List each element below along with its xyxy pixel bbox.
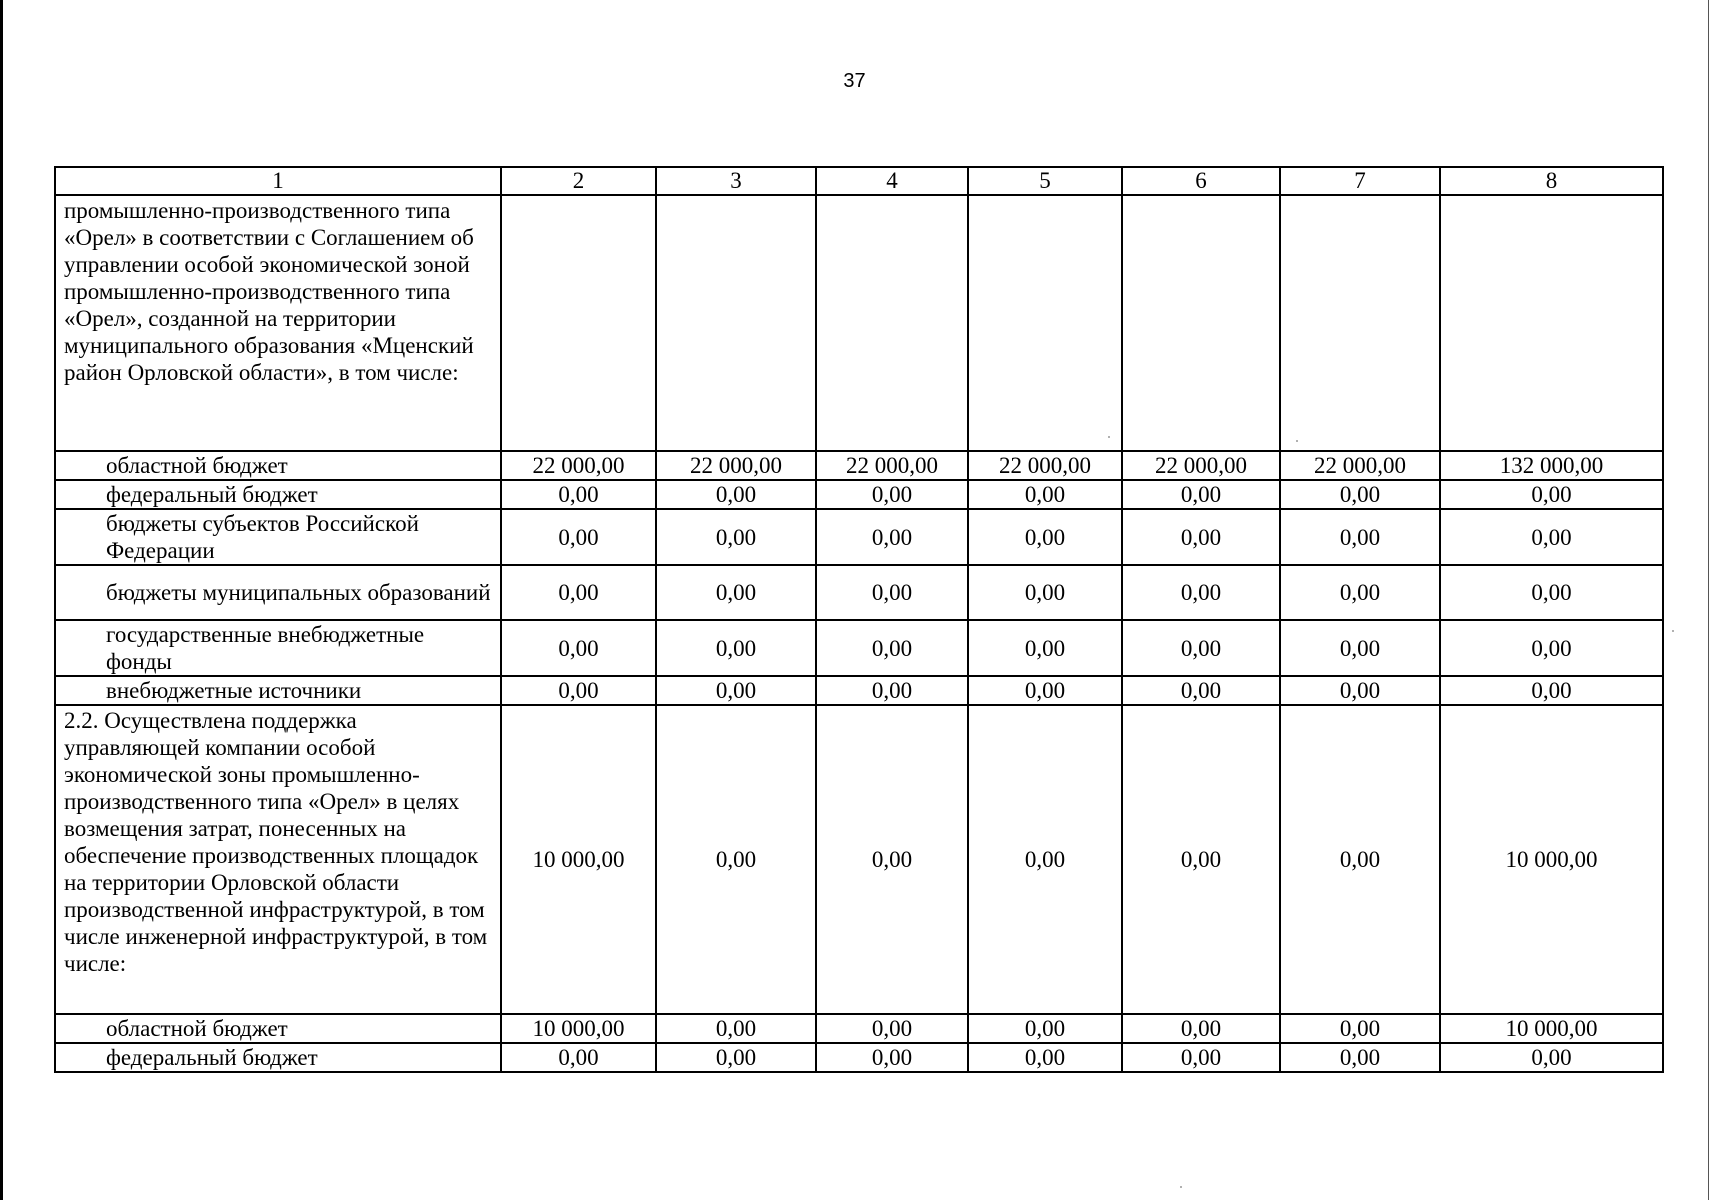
table-cell: 0,00: [968, 565, 1122, 620]
column-header: 1: [55, 167, 501, 195]
scan-speck: [1672, 630, 1674, 632]
table-row: [55, 1014, 1663, 1043]
table-cell: 0,00: [968, 705, 1122, 1014]
table-cell: 0,00: [816, 676, 968, 705]
table-cell: 0,00: [656, 480, 816, 509]
table-cell: [1280, 195, 1440, 451]
table-cell: 0,00: [1280, 620, 1440, 676]
table-cell: 132 000,00: [1440, 451, 1663, 480]
row-label: 2.2. Осуществлена поддержка управляющей компании особой экономической зоны промышленно-производственного типа «Орел» в целях возмещения затрат, понесенных на обеспечение производственных площадок на территории Орловской области производственной инфраструктурой, в том числе инженерной инфраструктурой, в том числе:: [55, 705, 501, 1014]
row-label: федеральный бюджет: [55, 480, 501, 509]
table-cell: 0,00: [1280, 480, 1440, 509]
table-cell: 0,00: [968, 676, 1122, 705]
table-cell: 0,00: [1280, 1014, 1440, 1043]
table-cell: 22 000,00: [968, 451, 1122, 480]
table-cell: 0,00: [1122, 1043, 1280, 1072]
table-cell: 0,00: [816, 509, 968, 565]
table-cell: 0,00: [1280, 509, 1440, 565]
table-row: [55, 565, 1663, 620]
table-cell: 22 000,00: [501, 451, 656, 480]
table-cell: 0,00: [656, 620, 816, 676]
table-cell: 0,00: [1440, 565, 1663, 620]
scan-edge-left: [0, 0, 3, 1200]
column-header: 4: [816, 167, 968, 195]
scan-speck: [1180, 1186, 1182, 1188]
table-cell: 0,00: [656, 676, 816, 705]
table-cell: 0,00: [816, 1014, 968, 1043]
table-cell: 0,00: [1122, 620, 1280, 676]
table-cell: 0,00: [968, 480, 1122, 509]
table-cell: 0,00: [1122, 565, 1280, 620]
table-cell: 0,00: [501, 480, 656, 509]
table-cell: 0,00: [816, 620, 968, 676]
column-header: 3: [656, 167, 816, 195]
table-row: [55, 195, 1663, 451]
column-header: 6: [1122, 167, 1280, 195]
table-cell: 22 000,00: [656, 451, 816, 480]
table-cell: 0,00: [1122, 705, 1280, 1014]
row-label: федеральный бюджет: [55, 1043, 501, 1072]
table-cell: 0,00: [1122, 480, 1280, 509]
table-cell: 0,00: [1280, 676, 1440, 705]
table-row: [55, 676, 1663, 705]
table-cell: 0,00: [1280, 1043, 1440, 1072]
table-cell: 0,00: [501, 509, 656, 565]
table-cell: 0,00: [1122, 1014, 1280, 1043]
table-cell: 0,00: [501, 1043, 656, 1072]
table-cell: 0,00: [1440, 1043, 1663, 1072]
table-cell: 10 000,00: [501, 1014, 656, 1043]
table-cell: 0,00: [501, 620, 656, 676]
table-cell: 0,00: [501, 676, 656, 705]
table-cell: 0,00: [1440, 480, 1663, 509]
table-cell: 10 000,00: [501, 705, 656, 1014]
table-cell: [1122, 195, 1280, 451]
table-header-row: [55, 167, 1663, 195]
table-cell: 0,00: [816, 480, 968, 509]
table-cell: [968, 195, 1122, 451]
table-cell: 0,00: [968, 1014, 1122, 1043]
column-header: 8: [1440, 167, 1663, 195]
table-cell: 0,00: [816, 705, 968, 1014]
column-header: 7: [1280, 167, 1440, 195]
table-row: [55, 1043, 1663, 1072]
table-cell: 22 000,00: [1122, 451, 1280, 480]
table-cell: 0,00: [1440, 676, 1663, 705]
table-cell: [816, 195, 968, 451]
table-cell: 0,00: [1280, 565, 1440, 620]
table-row: [55, 705, 1663, 1014]
scan-speck: [1108, 436, 1110, 438]
table-cell: 0,00: [656, 565, 816, 620]
table-cell: 0,00: [1440, 620, 1663, 676]
table-cell: 10 000,00: [1440, 705, 1663, 1014]
row-label: бюджеты муниципальных образований: [55, 565, 501, 620]
table-cell: 0,00: [1280, 705, 1440, 1014]
table-cell: 0,00: [968, 509, 1122, 565]
table-cell: 0,00: [656, 1043, 816, 1072]
table-cell: 0,00: [1440, 509, 1663, 565]
row-label: областной бюджет: [55, 1014, 501, 1043]
row-label: государственные внебюджетные фонды: [55, 620, 501, 676]
table-cell: 0,00: [816, 565, 968, 620]
table-cell: 0,00: [501, 565, 656, 620]
table-cell: 22 000,00: [816, 451, 968, 480]
table-cell: [1440, 195, 1663, 451]
table-row: [55, 480, 1663, 509]
table-cell: 0,00: [816, 1043, 968, 1072]
table-cell: 0,00: [656, 705, 816, 1014]
budget-table: [54, 166, 1664, 1073]
row-label: промышленно-производственного типа «Орел» в соответствии с Соглашением об управлении особой экономической зоной промышленно-производственного типа «Орел», созданной на территории муниципального образования «Мценский район Орловской области», в том числе:: [55, 195, 501, 451]
table-row: [55, 620, 1663, 676]
table-cell: 0,00: [1122, 676, 1280, 705]
row-label: бюджеты субъектов Российской Федерации: [55, 509, 501, 565]
page-number: 37: [843, 70, 866, 92]
row-label: областной бюджет: [55, 451, 501, 480]
table-cell: [656, 195, 816, 451]
table-row: [55, 509, 1663, 565]
table-row: [55, 451, 1663, 480]
row-label: внебюджетные источники: [55, 676, 501, 705]
table-cell: 0,00: [1122, 509, 1280, 565]
table-cell: 0,00: [968, 620, 1122, 676]
table-cell: 0,00: [968, 1043, 1122, 1072]
table-cell: 10 000,00: [1440, 1014, 1663, 1043]
table-cell: 0,00: [656, 509, 816, 565]
scan-speck: [1296, 440, 1298, 442]
column-header: 2: [501, 167, 656, 195]
table-cell: 22 000,00: [1280, 451, 1440, 480]
column-header: 5: [968, 167, 1122, 195]
table-cell: [501, 195, 656, 451]
table-cell: 0,00: [656, 1014, 816, 1043]
